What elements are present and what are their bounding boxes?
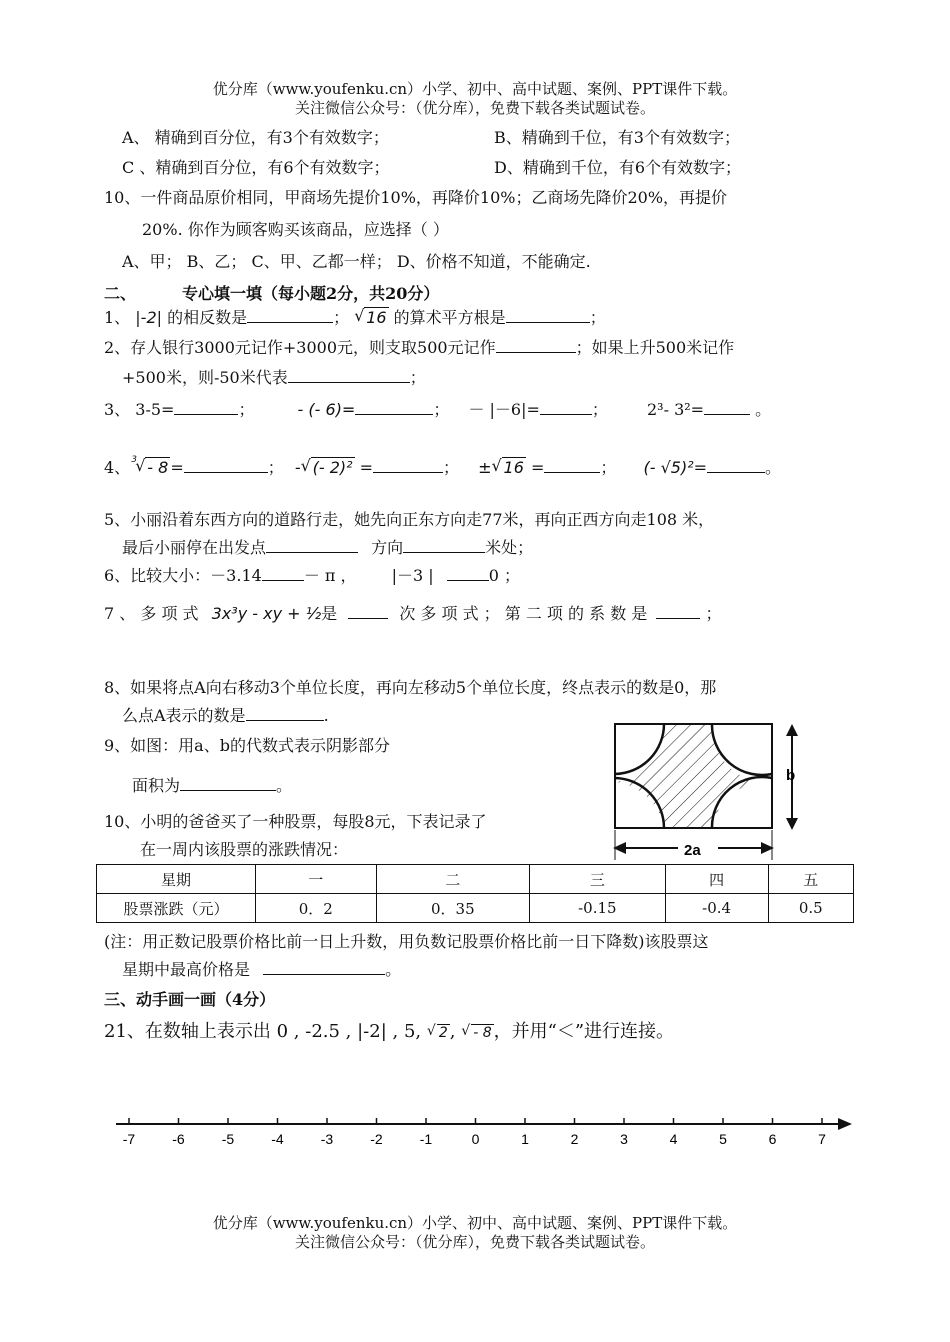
- fill-q6: [104, 566, 520, 586]
- fill-q2-blank-b[interactable]: [288, 368, 410, 383]
- tick-label: -1: [419, 1131, 433, 1147]
- fill-q4-sqrt-b: -√ (- 2)²: [295, 458, 355, 477]
- fill-q1-abs-value: -2: [140, 308, 157, 327]
- note-blank[interactable]: [263, 960, 385, 975]
- fill-q1: 1、 |-2| 的相反数是 ； √ 16 的算术平方根是 ；: [104, 308, 606, 328]
- fill-q3-blank-c[interactable]: [540, 400, 592, 415]
- fill-q9-blank[interactable]: [180, 776, 276, 791]
- header-mon: 一: [256, 865, 377, 894]
- fill-q1-abs: |-2|: [135, 308, 163, 327]
- fill-q1-sqrt: [354, 308, 388, 328]
- tick-label: 1: [521, 1131, 529, 1147]
- shaded-area-figure: [600, 716, 830, 864]
- fill-q4-num: 4、: [104, 458, 131, 477]
- fill-q7-blank-b[interactable]: [656, 604, 700, 619]
- q21-sqrt: [427, 1021, 450, 1045]
- fill-q1-text-b: 的算术平方根是: [393, 308, 506, 327]
- fill-q5-blank-b[interactable]: [403, 538, 485, 553]
- fill-q6-text-b: － π ，: [303, 566, 357, 585]
- cell-mon: 0．2: [256, 894, 377, 923]
- q21-text-b: ，并用“＜”进行连接。: [493, 1021, 675, 1042]
- fill-q2-line-1: [104, 338, 734, 358]
- tick-label: -6: [172, 1131, 185, 1147]
- q21-radicand-b: - 8: [473, 1025, 492, 1041]
- q10-line-1: 10、一件商品原价相同，甲商场先提价10%，再降价10%；乙商场先降价20%，再提价: [104, 188, 728, 207]
- row-label: 股票涨跌（元）: [97, 894, 256, 923]
- fill-q4-radicand-a: - 8: [147, 458, 169, 477]
- stock-table-row: [97, 894, 854, 923]
- label-b: b: [786, 767, 796, 784]
- fill-q7-blank-a[interactable]: [348, 604, 388, 619]
- section-2-title: 专心填一填（每小题2分，共20分）: [182, 284, 440, 303]
- fill-q6-text-c: |－3 |: [391, 566, 434, 585]
- q9-option-d: D、精确到千位，有6个有效数字；: [494, 158, 742, 177]
- tick-label: -3: [320, 1131, 334, 1147]
- cell-tue: 0．35: [376, 894, 529, 923]
- fill-q4-blank-b[interactable]: [373, 458, 443, 473]
- fill-q7-text-b: 是: [321, 604, 338, 623]
- fill-q8-line-2: 么点A表示的数是 .: [122, 706, 329, 725]
- fill-q4: 4、 √ 3 - 8 = ； -√ (- 2)² = ； ±√ 16 = ； (- √5)²= 。: [104, 458, 781, 478]
- fill-q2-text-a: 2、存人银行3000元记作+3000元，则支取500元记作: [104, 338, 496, 357]
- note-line-1: (注：用正数记股票价格比前一日上升数，用负数记股票价格比前一日下降数)该股票这: [104, 932, 709, 951]
- fill-q5-text-b: 方向: [371, 538, 404, 557]
- fill-q2-line-2: +500米，则-50米代表 ；: [122, 368, 426, 387]
- fill-q8-line-1: 8、如果将点A向右移动3个单位长度，再向左移动5个单位长度，终点表示的数是0，那: [104, 678, 717, 697]
- fill-q2-text-b: ；如果上升500米记作: [575, 338, 735, 357]
- header-weekday: 星期: [97, 865, 256, 894]
- fill-q8-blank[interactable]: [246, 706, 324, 721]
- tick-label: 3: [620, 1131, 628, 1147]
- q21-radicand-a: 2: [438, 1025, 448, 1041]
- header-thu: 四: [665, 865, 768, 894]
- fill-q10-line-2: 在一周内该股票的涨跌情况：: [140, 840, 349, 859]
- fill-q4-blank-a[interactable]: [184, 458, 268, 473]
- fill-q5-line-1: 5、小丽沿着东西方向的道路行走，她先向正东方向走77米，再向正西方向走108 米，: [104, 510, 715, 529]
- fill-q6-blank-b[interactable]: [447, 566, 489, 581]
- fill-q3: 3、 3-5= ； - (- 6)= ； － |－6|= ； 2³- 3²= 。: [104, 400, 772, 419]
- q9-option-c: C 、精确到百分位，有6个有效数字；: [122, 158, 390, 177]
- fill-q1-text-a: 的相反数是: [167, 308, 248, 327]
- fill-q5-blank-a[interactable]: [266, 538, 358, 553]
- fill-q7: 7 、 多 项 式 3x³y - xy + ½是 次 多 项 式 ； 第 二 项 的 系 数 是 ；: [104, 604, 722, 623]
- fill-q3-blank-d[interactable]: [704, 400, 750, 415]
- tick-label: -4: [271, 1131, 284, 1147]
- cell-wed: -0.15: [530, 894, 666, 923]
- stock-table-header-row: [97, 865, 854, 894]
- fill-q3-part-d: 2³- 3²=: [647, 400, 705, 419]
- fill-q1-num: 1、: [104, 308, 131, 327]
- number-line-arrow: [838, 1118, 852, 1130]
- fill-q6-text-a: 6、比较大小：－3.14: [104, 566, 262, 585]
- footer-line-1: 优分库（www.youfenku.cn）小学、初中、高中试题、案例、PPT课件下载。: [212, 1214, 738, 1232]
- q21-text-a: 21、在数轴上表示出 0 , -2.5 , |-2| , 5,: [104, 1021, 422, 1042]
- fill-q6-text-d: 0 ；: [488, 566, 521, 585]
- section-2-number: 二、: [104, 284, 137, 303]
- q21: 21、在数轴上表示出 0 , -2.5 , |-2| , 5, √ 2 , √ - 8 ，并用“＜”进行连接。: [104, 1020, 674, 1045]
- fill-q4-radicand-b: (- 2)²: [312, 458, 353, 477]
- fill-q9-line-1: 9、如图：用a、b的代数式表示阴影部分: [104, 736, 390, 755]
- tick-label: 6: [768, 1131, 777, 1147]
- tick-label: 2: [570, 1131, 579, 1147]
- q10-line-2: 20%. 你作为顾客购买该商品，应选择（ ）: [142, 220, 449, 239]
- tick-label: 5: [719, 1131, 727, 1147]
- q9-option-b: B、精确到千位，有3个有效数字；: [494, 128, 740, 147]
- fill-q4-radicand-c: 16: [503, 458, 524, 477]
- tick-label: 0: [471, 1131, 480, 1147]
- fill-q3-part-c: － |－6|=: [468, 400, 540, 419]
- header-line-1: 优分库（www.youfenku.cn）小学、初中、高中试题、案例、PPT课件下载。: [212, 80, 738, 98]
- tick-label: -5: [221, 1131, 235, 1147]
- fill-q5-line-2: [122, 538, 533, 558]
- b-arrow-top: [786, 724, 798, 736]
- header-fri: 五: [768, 865, 853, 894]
- fill-q1-radicand: 16: [366, 308, 387, 327]
- fill-q7-expression: 3x³y - xy + ½: [211, 604, 322, 623]
- fill-q3-blank-a[interactable]: [174, 400, 238, 415]
- fill-q7-text-c: 次 多 项 式 ； 第 二 项 的 系 数 是: [399, 604, 648, 623]
- fill-q3-part-a: 3、 3-5=: [104, 400, 175, 419]
- q9-option-a: A、 精确到百分位，有3个有效数字；: [122, 128, 389, 147]
- q21-cbrt: [461, 1021, 493, 1045]
- stock-table: [96, 864, 854, 923]
- q10-options: A、甲； B、乙； C、甲、乙都一样； D、价格不知道，不能确定.: [122, 252, 591, 271]
- cell-fri: 0.5: [768, 894, 853, 923]
- header-wed: 三: [530, 865, 666, 894]
- fill-q3-part-b: - (- 6)=: [297, 400, 356, 419]
- header-tue: 二: [376, 865, 529, 894]
- fill-q3-blank-b[interactable]: [355, 400, 433, 415]
- label-2a: 2a: [684, 842, 701, 859]
- tick-label: -7: [122, 1131, 136, 1147]
- section-3-title: 三、动手画一画（4分）: [104, 990, 276, 1009]
- fill-q4-expr-d: (- √5)²: [643, 458, 694, 477]
- fill-q9-line-2: 面积为 。: [132, 776, 293, 795]
- fill-q4-blank-c[interactable]: [544, 458, 600, 473]
- tick-label: 7: [818, 1131, 826, 1147]
- number-line-ticks: [123, 1118, 826, 1147]
- number-line[interactable]: [110, 1108, 860, 1158]
- tick-label: 4: [669, 1131, 678, 1147]
- b-arrow-bottom: [786, 818, 798, 830]
- fill-q4-sqrt-c: ±√ 16: [478, 458, 526, 477]
- fill-q1-blank-a[interactable]: [247, 308, 333, 323]
- fill-q5-text-a: 最后小丽停在出发点: [122, 538, 267, 557]
- fill-q2-text-c: +500米，则-50米代表: [122, 368, 288, 387]
- fill-q9-text: 面积为: [132, 776, 181, 795]
- fill-q6-blank-a[interactable]: [262, 566, 304, 581]
- fill-q4-cbrt-a: √ 3 - 8: [135, 458, 170, 478]
- cell-thu: -0.4: [665, 894, 768, 923]
- tick-label: -2: [370, 1131, 383, 1147]
- fill-q10-line-1: 10、小明的爸爸买了一种股票，每股8元，下表记录了: [104, 812, 487, 831]
- fill-q2-blank-a[interactable]: [496, 338, 576, 353]
- fill-q1-blank-b[interactable]: [506, 308, 590, 323]
- fill-q8-text: 么点A表示的数是: [122, 706, 246, 725]
- fill-q5-text-c: 米处；: [485, 538, 534, 557]
- header-line-2: 关注微信公众号：（优分库），免费下载各类试题试卷。: [294, 99, 655, 117]
- fill-q7-text-a: 7 、 多 项 式: [104, 604, 199, 623]
- note-text: 星期中最高价格是: [122, 960, 251, 979]
- fill-q4-blank-d[interactable]: [707, 458, 765, 473]
- note-line-2: 星期中最高价格是 。: [122, 960, 402, 979]
- shaded-region: [615, 724, 760, 828]
- footer-line-2: 关注微信公众号：（优分库），免费下载各类试题试卷。: [294, 1233, 655, 1251]
